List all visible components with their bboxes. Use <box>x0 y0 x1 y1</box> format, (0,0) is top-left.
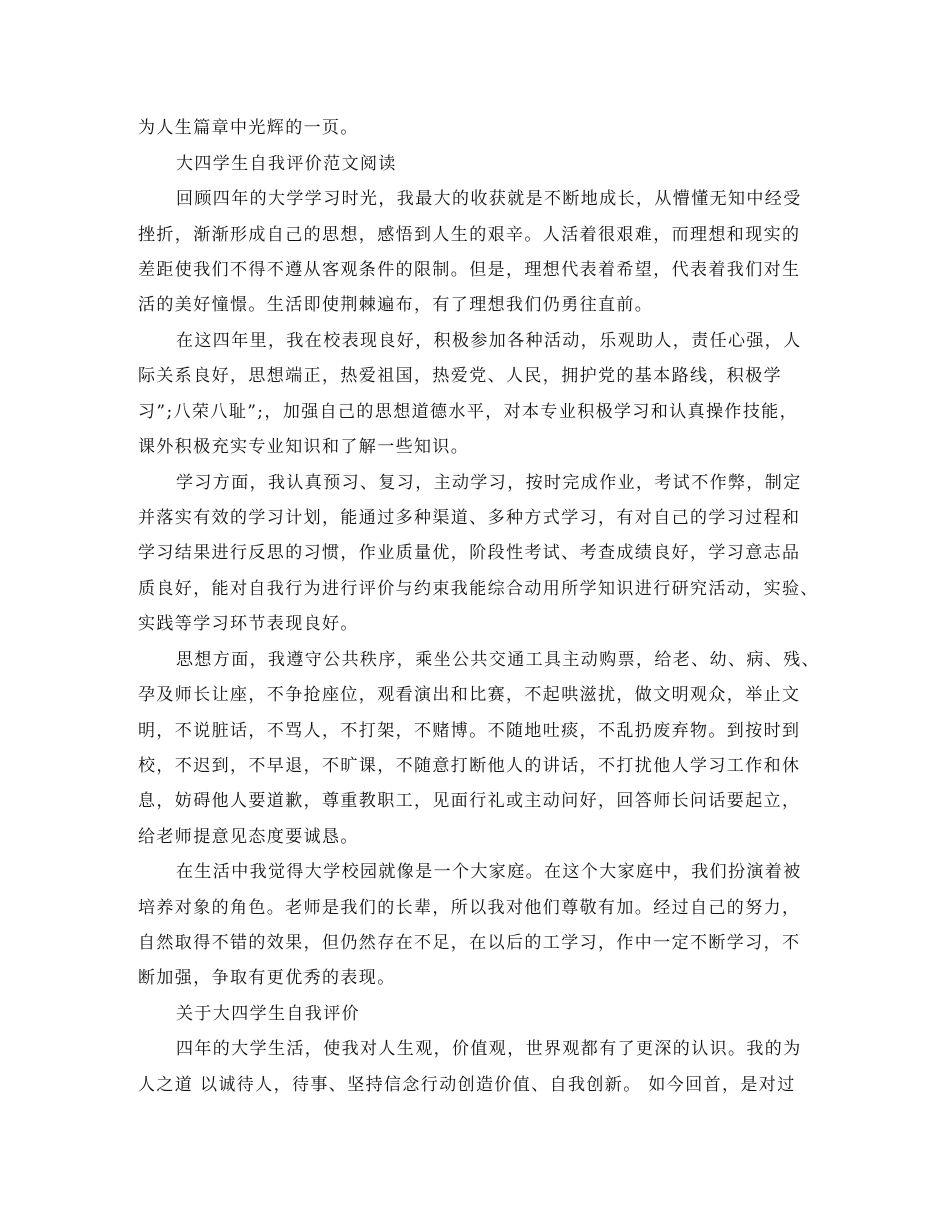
section-heading: 大四学生自我评价范文阅读 <box>176 154 397 174</box>
text-line: 息，妨碍他人要道歉，尊重教职工，见面行礼或主动问好，回答师长问话要起立， <box>138 791 801 811</box>
text-line: 差距使我们不得不遵从客观条件的限制。但是，理想代表着希望，代表着我们对生 <box>138 260 801 280</box>
text-line: 学习方面，我认真预习、复习，主动学习，按时完成作业，考试不作弊，制定 <box>176 473 802 493</box>
text-line: 活的美好憧憬。生活即使荆棘遍布，有了理想我们仍勇往直前。 <box>138 295 654 315</box>
text-line: 给老师提意见态度要诚恳。 <box>138 827 359 847</box>
text-line: 培养对象的角色。老师是我们的长辈，所以我对他们尊敬有加。经过自己的努力， <box>138 898 801 918</box>
text-line: 四年的大学生活，使我对人生观，价值观，世界观都有了更深的认识。我的为 <box>176 1039 802 1059</box>
text-line: 思想方面，我遵守公共秩序，乘坐公共交通工具主动购票，给老、幼、病、残、 <box>176 650 820 670</box>
text-line: 明，不说脏话，不骂人，不打架，不赌博。不随地吐痰，不乱扔废弃物。到按时到 <box>138 721 801 741</box>
text-line: 际关系良好，思想端正，热爱祖国，热爱党、人民，拥护党的基本路线，积极学 <box>138 366 782 386</box>
text-line: 校，不迟到，不早退，不旷课，不随意打断他人的讲话，不打扰他人学习工作和休 <box>138 756 801 776</box>
text-line: 挫折，渐渐形成自己的思想，感悟到人生的艰辛。人活着很艰难，而理想和现实的 <box>138 225 801 245</box>
text-line: 并落实有效的学习计划，能通过多种渠道、多种方式学习，有对自己的学习过程和 <box>138 508 801 528</box>
text-line: 自然取得不错的效果，但仍然存在不足，在以后的工学习，作中一定不断学习，不 <box>138 933 801 953</box>
text-line: 在生活中我觉得大学校园就像是一个大家庭。在这个大家庭中，我们扮演着被 <box>176 862 802 882</box>
section-heading: 关于大四学生自我评价 <box>176 1004 360 1024</box>
text-line: 孕及师长让座，不争抢座位，观看演出和比赛，不起哄滋扰，做文明观众，举止文 <box>138 685 801 705</box>
text-line: 学习结果进行反思的习惯，作业质量优，阶段性考试、考查成绩良好，学习意志品 <box>138 543 801 563</box>
text-line: 习”;八荣八耻”;，加强自己的思想道德水平，对本专业积极学习和认真操作技能， <box>138 402 799 422</box>
text-line: 回顾四年的大学学习时光，我最大的收获就是不断地成长，从懵懂无知中经受 <box>176 189 802 209</box>
text-line: 为人生篇章中光辉的一页。 <box>138 118 359 138</box>
text-line: 课外积极充实专业知识和了解一些知识。 <box>138 437 470 457</box>
text-line: 断加强，争取有更优秀的表现。 <box>138 968 396 988</box>
text-line: 实践等学习环节表现良好。 <box>138 614 359 634</box>
text-line: 质良好，能对自我行为进行评价与约束我能综合动用所学知识进行研究活动，实验、 <box>138 579 819 599</box>
text-line: 在这四年里，我在校表现良好，积极参加各种活动，乐观助人，责任心强，人 <box>176 331 802 351</box>
text-line: 人之道 以诚待人，待事、坚持信念行动创造价值、自我创新。 如今回首，是对过 <box>138 1075 796 1095</box>
